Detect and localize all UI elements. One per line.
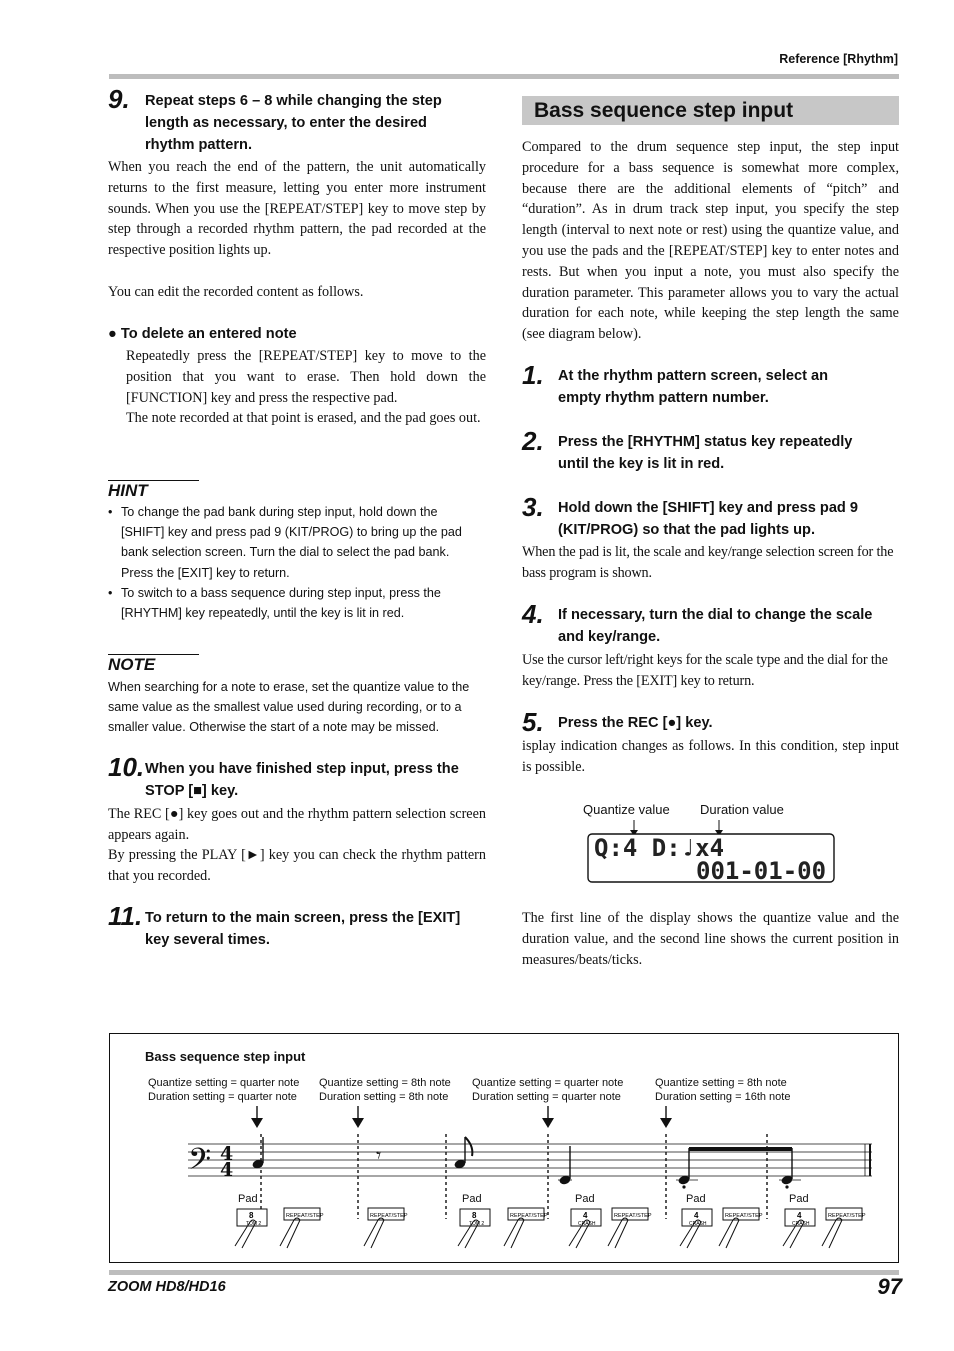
svg-text:CRASH: CRASH <box>689 1221 707 1227</box>
step-9-number: 9. <box>108 84 130 114</box>
setting-3: Quantize setting = quarter note Duration setting = quarter note <box>472 1077 624 1103</box>
svg-text:8: 8 <box>249 1211 254 1220</box>
note-body: When searching for a note to erase, set the quantize value to the same value as the smallest value used during recording, or to a smaller value. Otherwise the start of a note may be missed. <box>108 680 470 735</box>
svg-text:REPEAT/STEP: REPEAT/STEP <box>725 1213 763 1219</box>
svg-text:CRASH: CRASH <box>578 1221 596 1227</box>
r-step-5-title: Press the REC [●] key. <box>558 715 713 731</box>
r-step-3-body: When the pad is lit, the scale and key/range selection screen for the bass program is shown. <box>522 544 894 581</box>
step-10-p1: The REC [●] key goes out and the rhythm pattern selection screen appears again. <box>108 806 486 843</box>
svg-text:TOM 2: TOM 2 <box>469 1221 485 1227</box>
lcd-line-2: 001-01-00 <box>696 857 827 885</box>
r-step-1-number: 1. <box>522 360 544 390</box>
pad-button-icon <box>783 1209 815 1248</box>
step-9-body: When you reach the end of the pattern, the unit automatically returns to the first measure, letting you enter more instrument sounds. When you use the [REPEAT/STEP] key to move step by step through a recorded rhythm pattern, the pad recorded at the respective position lights up. <box>108 159 486 259</box>
bullet-icon: ● <box>108 326 117 342</box>
r-step-4-title: If necessary, turn the dial to change the scale and key/range. <box>558 607 873 645</box>
top-rule <box>109 74 899 79</box>
svg-text:4: 4 <box>220 1143 234 1165</box>
hint-list <box>108 502 480 623</box>
step-10-title: When you have finished step input, press the STOP [■] key. <box>145 761 459 799</box>
hint-item: • To change the pad bank during step input, hold down the [SHIFT] key and press pad 9 (KIT/PROG) to bring up the pad bank selection screen. Turn the dial to select the pad bank. Press the [EXIT] key to return. <box>108 502 480 583</box>
repeat-step-key-icon <box>280 1208 324 1248</box>
section-title: Bass sequence step input <box>522 96 899 125</box>
note-label: NOTE <box>108 655 156 674</box>
r-step-4-number: 4. <box>522 599 544 629</box>
notation-svg <box>110 1034 898 1262</box>
svg-text:REPEAT/STEP: REPEAT/STEP <box>614 1213 652 1219</box>
eighth-note <box>453 1137 472 1170</box>
svg-text:CRASH: CRASH <box>792 1221 810 1227</box>
delete-note-p1: Repeatedly press the [REPEAT/STEP] key to move to the position that you want to erase. Then hold down the [FUNCTION] key and press the respective pad. <box>126 348 486 406</box>
svg-text:REPEAT/STEP: REPEAT/STEP <box>370 1213 408 1219</box>
svg-text:4: 4 <box>694 1211 699 1220</box>
repeat-step-key-icon <box>608 1208 652 1248</box>
svg-text:4: 4 <box>583 1211 588 1220</box>
lcd-line-1: Q:4 D:♩x4 <box>594 834 725 862</box>
r-step-4-body: Use the cursor left/right keys for the scale type and the dial for the key/range. Press the [EXIT] key to return. <box>522 652 888 689</box>
pad-button-icon <box>680 1209 712 1248</box>
diagram-title: Bass sequence step input <box>145 1049 306 1064</box>
arrow-down-icon <box>352 1106 364 1128</box>
setting-4: Quantize setting = 8th note Duration setting = 16th note <box>655 1077 791 1103</box>
repeat-step-key-icon <box>719 1208 763 1248</box>
step-9-body2: You can edit the recorded content as follows. <box>108 284 364 300</box>
time-signature <box>220 1143 233 1181</box>
svg-text:𝄢: 𝄢 <box>188 1143 212 1184</box>
quarter-note <box>251 1137 264 1170</box>
repeat-step-key-icon <box>822 1208 866 1248</box>
duration-value-label: Duration value <box>700 802 784 817</box>
svg-text:8: 8 <box>472 1211 477 1220</box>
lcd-explanation: The first line of the display shows the quantize value and the duration value, and the second line shows the current position in measures/beats/ticks. <box>522 910 899 968</box>
repeat-step-key-icon <box>364 1208 408 1248</box>
r-step-2-title: Press the [RHYTHM] status key repeatedly until the key is lit in red. <box>558 434 853 472</box>
hint-label: HINT <box>108 481 148 500</box>
pad-button-icon <box>569 1209 601 1248</box>
quantize-value-label: Quantize value <box>583 802 670 817</box>
arrow-down-icon <box>542 1106 554 1128</box>
eighth-rest-icon <box>376 1143 381 1167</box>
step-10-number: 10. <box>108 752 145 782</box>
r-step-3-number: 3. <box>522 492 544 522</box>
lcd-display <box>586 818 838 886</box>
step-input-diagram <box>109 1033 899 1263</box>
step-11-title: To return to the main screen, press the [EXIT] key several times. <box>145 910 461 948</box>
r-step-1-title: At the rhythm pattern screen, select an empty rhythm pattern number. <box>558 368 829 406</box>
section-intro: Compared to the drum sequence step input, the step input procedure for a bass sequence is somewhat more complex, because there are the additional elements of “pitch” and “duration”. As in drum track step input, you specify the step length (interval to next note or rest) using the quantize value, and you use the pads and the [REPEAT/STEP] key to enter notes and rests. But when you input a note, you must also specify the duration parameter. This parameter allows you to vary the actual duration for each note, while keeping the step length the same (see diagram below). <box>522 139 899 343</box>
step-11-number: 11. <box>108 901 143 931</box>
pad-label: Pad <box>686 1193 706 1205</box>
step-markers <box>261 1134 767 1219</box>
svg-text:REPEAT/STEP: REPEAT/STEP <box>286 1213 324 1219</box>
model-name: ZOOM HD8/HD16 <box>108 1279 226 1295</box>
svg-text:4: 4 <box>797 1211 802 1220</box>
bottom-rule <box>109 1270 899 1275</box>
setting-2: Quantize setting = 8th note Duration setting = 8th note <box>319 1077 451 1103</box>
hint-item: • To switch to a bass sequence during step input, press the [RHYTHM] key repeatedly, until the key is lit in red. <box>108 583 480 623</box>
r-step-3-title: Hold down the [SHIFT] key and press pad 9 (KIT/PROG) so that the pad lights up. <box>558 500 859 538</box>
step-10-p2: By pressing the PLAY [►] key you can check the rhythm pattern that you recorded. <box>108 847 486 884</box>
arrow-down-icon <box>660 1106 672 1128</box>
svg-text:REPEAT/STEP: REPEAT/STEP <box>510 1213 548 1219</box>
pad-button-icon <box>458 1209 490 1248</box>
bass-clef-icon <box>188 1143 211 1184</box>
pad-label: Pad <box>462 1193 482 1205</box>
delete-note-p2: The note recorded at that point is erased, and the pad goes out. <box>126 410 481 426</box>
svg-text:𝄾: 𝄾 <box>376 1143 382 1167</box>
pad-label: Pad <box>575 1193 595 1205</box>
svg-text:4: 4 <box>220 1159 234 1181</box>
r-step-5-body: isplay indication changes as follows. In this condition, step input is possible. <box>522 738 899 775</box>
page-number: 97 <box>877 1274 902 1299</box>
setting-1: Quantize setting = quarter note Duration setting = quarter note <box>148 1077 300 1103</box>
pad-label: Pad <box>238 1193 258 1205</box>
repeat-step-key-icon <box>504 1208 548 1248</box>
r-step-2-number: 2. <box>522 426 544 456</box>
running-header: Reference [Rhythm] <box>779 52 898 66</box>
step-9-title: Repeat steps 6 – 8 while changing the step length as necessary, to enter the desired rhythm pattern. <box>145 93 442 153</box>
delete-note-heading: ● To delete an entered note <box>108 326 297 342</box>
pad-label: Pad <box>789 1193 809 1205</box>
pad-button-icon <box>235 1209 267 1248</box>
arrow-down-icon <box>251 1106 263 1128</box>
svg-text:TOM 2: TOM 2 <box>246 1221 262 1227</box>
svg-text:REPEAT/STEP: REPEAT/STEP <box>828 1213 866 1219</box>
r-step-5-number: 5. <box>522 707 544 737</box>
